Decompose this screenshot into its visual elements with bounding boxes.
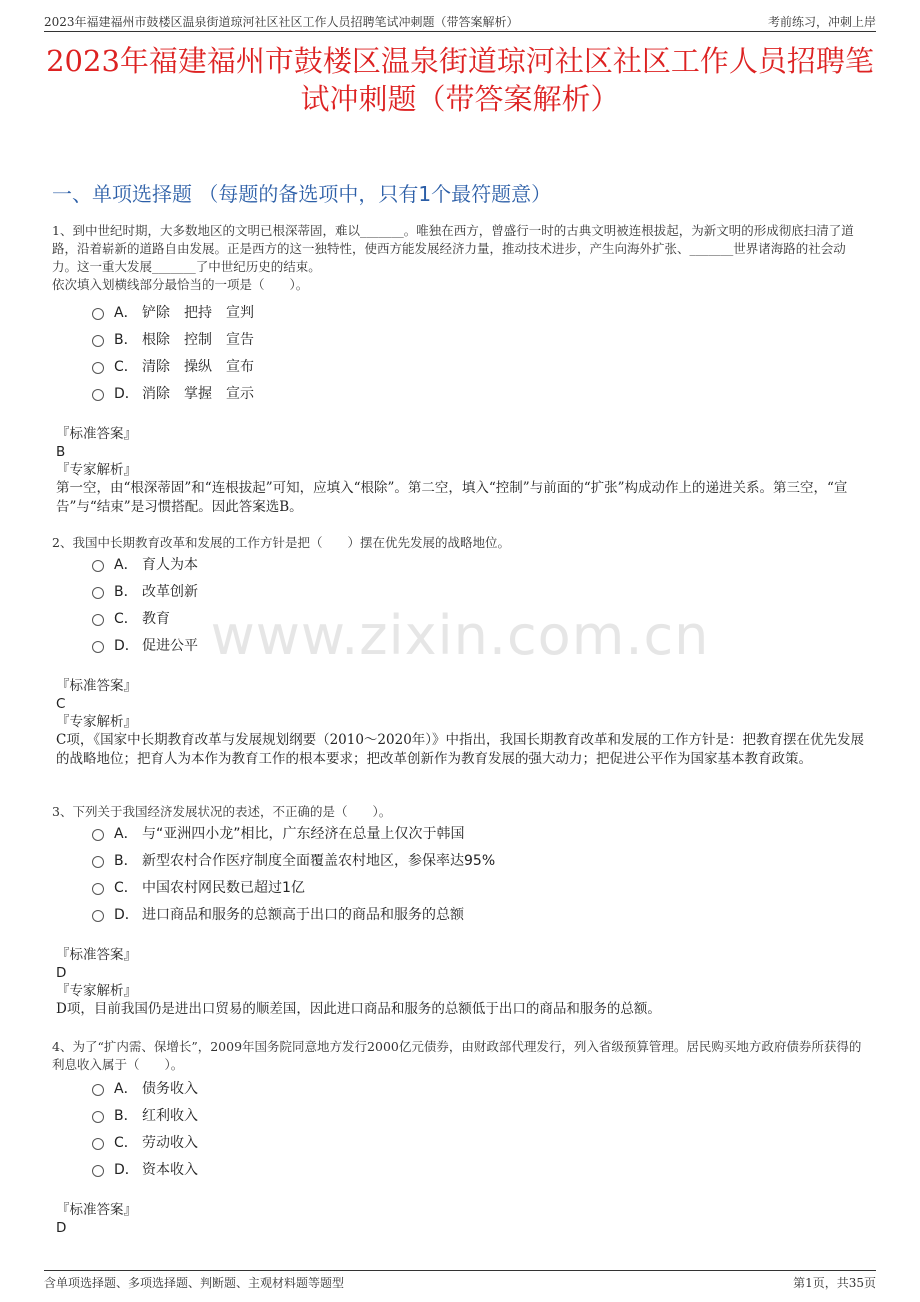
answer-value: B — [56, 444, 66, 460]
page-number: 第1页，共35页 — [793, 1276, 876, 1290]
page-header — [44, 10, 876, 32]
radio-icon[interactable] — [92, 308, 104, 320]
answer-label: 『标准答案』 — [56, 947, 137, 963]
radio-icon[interactable] — [92, 1084, 104, 1096]
radio-icon[interactable] — [92, 335, 104, 347]
radio-icon[interactable] — [92, 362, 104, 374]
analysis-label: 『专家解析』 — [56, 714, 137, 730]
analysis-label: 『专家解析』 — [56, 983, 137, 999]
page-footer — [44, 1270, 876, 1290]
option-a[interactable]: A． 育人为本 — [92, 550, 198, 577]
footer-question-types: 含单项选择题、多项选择题、判断题、主观材料题等题型 — [44, 1276, 345, 1290]
section-heading: 一、单项选择题 （每题的备选项中，只有1个最符题意） — [52, 182, 552, 206]
question-2-answer — [56, 677, 868, 769]
option-c[interactable]: C． 中国农村网民数已超过1亿 — [92, 873, 495, 900]
question-1-options — [92, 298, 254, 406]
header-slogan: 考前练习，冲刺上岸 — [767, 15, 876, 29]
radio-icon[interactable] — [92, 1138, 104, 1150]
question-text: 1、到中世纪时期，大多数地区的文明已根深蒂固，难以_______。唯独在西方，曾盛行一时的古典文明被连根拔起，为新文明的形成彻底扫清了道路，沿着崭新的道路自由发展。正是西方的这一独特性，使西方能发展经济力量，推动技术进步，产生向海外扩张、_______世界诸海路的社会动力。这一重大发展_______了中世纪历史的结束。 — [52, 223, 854, 274]
question-text: 4、为了“扩内需、保增长”，2009年国务院同意地方发行2000亿元债券，由财政部代理发行，列入省级预算管理。居民购买地方政府债券所获得的利息收入属于（ ）。 — [52, 1039, 862, 1072]
answer-label: 『标准答案』 — [56, 678, 137, 694]
radio-icon[interactable] — [92, 1165, 104, 1177]
question-4-options — [92, 1074, 198, 1182]
radio-icon[interactable] — [92, 614, 104, 626]
radio-icon[interactable] — [92, 1111, 104, 1123]
answer-value: C — [56, 696, 66, 712]
question-3-answer — [56, 946, 868, 1019]
document-title: 2023年福建福州市鼓楼区温泉街道琼河社区社区工作人员招聘笔试冲刺题（带答案解析） — [46, 44, 874, 116]
radio-icon[interactable] — [92, 560, 104, 572]
question-1-answer — [56, 425, 868, 517]
option-c[interactable]: C． 清除 操纵 宣布 — [92, 352, 254, 379]
option-c[interactable]: C． 劳动收入 — [92, 1128, 198, 1155]
header-doc-title: 2023年福建福州市鼓楼区温泉街道琼河社区社区工作人员招聘笔试冲刺题（带答案解析） — [44, 15, 519, 29]
analysis-label: 『专家解析』 — [56, 462, 137, 478]
option-b[interactable]: B． 根除 控制 宣告 — [92, 325, 254, 352]
radio-icon[interactable] — [92, 389, 104, 401]
question-prompt: 依次填入划横线部分最恰当的一项是（ ）。 — [52, 277, 309, 292]
answer-value: D — [56, 1220, 67, 1236]
radio-icon[interactable] — [92, 587, 104, 599]
question-text: 2、我国中长期教育改革和发展的工作方针是把（ ）摆在优先发展的战略地位。 — [52, 535, 510, 550]
option-b[interactable]: B． 新型农村合作医疗制度全面覆盖农村地区，参保率达95% — [92, 846, 495, 873]
option-b[interactable]: B． 改革创新 — [92, 577, 198, 604]
option-a[interactable]: A． 债务收入 — [92, 1074, 198, 1101]
option-d[interactable]: D． 资本收入 — [92, 1155, 198, 1182]
question-3-options — [92, 819, 495, 927]
question-1 — [52, 222, 868, 294]
question-4 — [52, 1038, 868, 1074]
option-a[interactable]: A． 与“亚洲四小龙”相比，广东经济在总量上仅次于韩国 — [92, 819, 495, 846]
option-c[interactable]: C． 教育 — [92, 604, 198, 631]
option-d[interactable]: D． 促进公平 — [92, 631, 198, 658]
answer-label: 『标准答案』 — [56, 1202, 137, 1218]
analysis-text: C项，《国家中长期教育改革与发展规划纲要（2010～2020年）》中指出，我国长期教育改革和发展的工作方针是：把教育摆在优先发展的战略地位；把育人为本作为教育工作的根本要求；把改革创新作为教育发展的强大动力；把促进公平作为国家基本教育政策。 — [56, 732, 865, 767]
answer-label: 『标准答案』 — [56, 426, 137, 442]
question-4-answer — [56, 1201, 868, 1237]
question-text: 3、下列关于我国经济发展状况的表述，不正确的是（ ）。 — [52, 804, 392, 819]
radio-icon[interactable] — [92, 829, 104, 841]
radio-icon[interactable] — [92, 883, 104, 895]
answer-value: D — [56, 965, 67, 981]
option-b[interactable]: B． 红利收入 — [92, 1101, 198, 1128]
watermark: www.zixin.com.cn — [210, 604, 710, 667]
option-d[interactable]: D． 进口商品和服务的总额高于出口的商品和服务的总额 — [92, 900, 495, 927]
radio-icon[interactable] — [92, 856, 104, 868]
analysis-text: 第一空，由“根深蒂固”和“连根拔起”可知，应填入“根除”。第二空，填入“控制”与前面的“扩张”构成动作上的递进关系。第三空，“宣告”与“结束”是习惯搭配。因此答案选B。 — [56, 480, 848, 515]
radio-icon[interactable] — [92, 910, 104, 922]
analysis-text: D项，目前我国仍是进出口贸易的顺差国，因此进口商品和服务的总额低于出口的商品和服务的总额。 — [56, 1001, 661, 1017]
question-2-options — [92, 550, 198, 658]
radio-icon[interactable] — [92, 641, 104, 653]
option-a[interactable]: A． 铲除 把持 宣判 — [92, 298, 254, 325]
option-d[interactable]: D． 消除 掌握 宣示 — [92, 379, 254, 406]
